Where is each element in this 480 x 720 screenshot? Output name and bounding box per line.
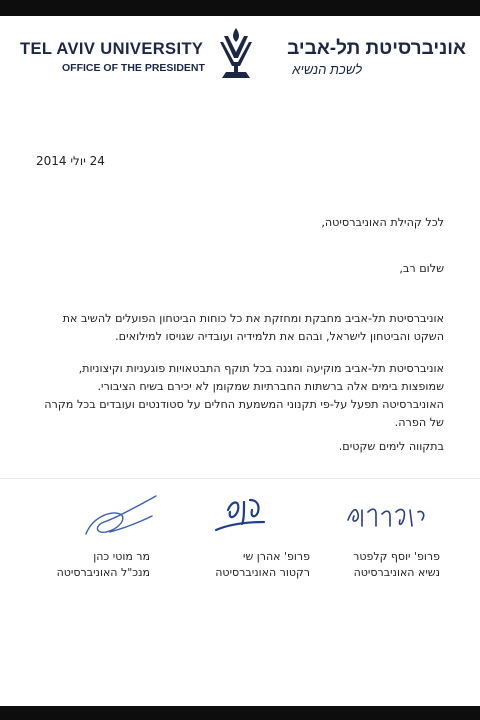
bottom-bar bbox=[0, 706, 480, 720]
paragraph1-line2: השקט והביטחון לישראל, ובהם את תלמידיה ועובדיה שגויסו למילואים. bbox=[115, 330, 444, 343]
paragraph2-line4: של הפרה. bbox=[394, 416, 444, 429]
paragraph2-line3: האוניברסיטה תפעל על-פי תקנוני המשמעת החלים על סטודנטים ועובדים בכל מקרה bbox=[44, 398, 444, 411]
english-office-name: OFFICE OF THE PRESIDENT bbox=[62, 62, 205, 74]
addressee: לכל קהילת האוניברסיטה, bbox=[321, 216, 444, 229]
menorah-logo-icon bbox=[216, 26, 256, 82]
hebrew-office-name: לשכת הנשיא bbox=[292, 62, 362, 77]
rector-title: רקטור האוניברסיטה bbox=[215, 566, 310, 579]
signature-divider bbox=[0, 478, 480, 479]
signature-ceo bbox=[80, 492, 164, 540]
paragraph2-line2: שמופצות בימים אלה ברשתות החברתיות שמקומן לא יכירם בשיח הציבורי. bbox=[97, 380, 444, 393]
ceo-name: מר מוטי כהן bbox=[93, 550, 150, 563]
greeting: שלום רב, bbox=[399, 262, 444, 275]
letter-date: 24 יולי 2014 bbox=[36, 154, 105, 168]
english-university-name: TEL AVIV UNIVERSITY bbox=[20, 40, 204, 58]
hebrew-university-name: אוניברסיטת תל-אביב bbox=[287, 38, 466, 59]
ceo-title: מנכ"ל האוניברסיטה bbox=[56, 566, 150, 579]
signature-president bbox=[340, 496, 430, 536]
rector-name: פרופ' אהרן שי bbox=[243, 550, 310, 563]
top-bar bbox=[0, 0, 480, 16]
signature-rector bbox=[206, 490, 290, 538]
paragraph2-line1: אוניברסיטת תל-אביב מוקיעה ומגנה בכל תוקף התבטאויות פוגעניות וקיצוניות, bbox=[78, 362, 444, 375]
president-name: פרופ' יוסף קלפטר bbox=[353, 550, 440, 563]
closing-line: בתקווה לימים שקטים. bbox=[338, 440, 444, 453]
president-title: נשיא האוניברסיטה bbox=[353, 566, 440, 579]
paragraph1-line1: אוניברסיטת תל-אביב מחבקת ומחזקת את כל כוחות הביטחון הפועלים להשיב את bbox=[62, 312, 444, 325]
